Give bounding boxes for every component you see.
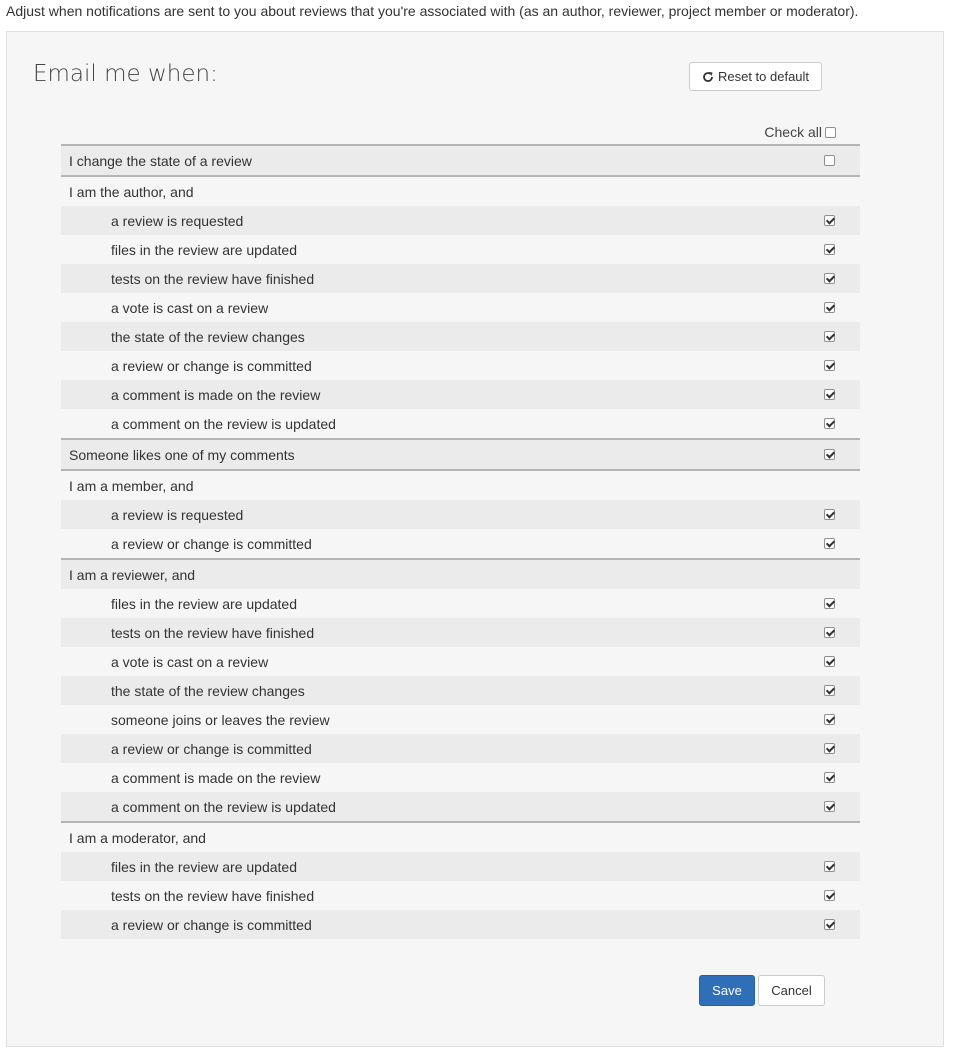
- notification-row: [61, 322, 860, 351]
- notification-label: I change the state of a review: [69, 152, 252, 169]
- notification-row: [61, 881, 860, 910]
- notification-row: [61, 235, 860, 264]
- notification-settings-panel: [6, 31, 944, 1047]
- notification-label: a comment is made on the review: [111, 386, 321, 403]
- group-header-label: I am the author, and: [69, 183, 194, 200]
- notification-checkbox[interactable]: [824, 244, 835, 255]
- notification-label: files in the review are updated: [111, 241, 297, 258]
- notification-label: a review or change is committed: [111, 357, 312, 374]
- group-header-label: I am a reviewer, and: [69, 566, 196, 583]
- notification-checkbox[interactable]: [824, 598, 835, 609]
- notification-checkbox[interactable]: [824, 273, 835, 284]
- notification-label: a comment on the review is updated: [111, 415, 336, 432]
- notification-checkbox[interactable]: [824, 215, 835, 226]
- group-header-row: [61, 823, 860, 852]
- group-header-label: I am a member, and: [69, 477, 194, 494]
- notification-label: a comment on the review is updated: [111, 798, 336, 815]
- notification-checkbox[interactable]: [824, 714, 835, 725]
- notification-row: [61, 589, 860, 618]
- notification-checkbox[interactable]: [824, 302, 835, 313]
- notification-row: [61, 380, 860, 409]
- check-all-label: Check all: [764, 124, 822, 140]
- notification-row: [61, 705, 860, 734]
- notification-label: files in the review are updated: [111, 595, 297, 612]
- notification-row: [61, 500, 860, 529]
- notification-label: a review is requested: [111, 212, 244, 229]
- notification-label: tests on the review have finished: [111, 270, 315, 287]
- notification-label: someone joins or leaves the review: [111, 711, 330, 728]
- notification-row: [61, 351, 860, 380]
- notification-rows: [61, 146, 860, 939]
- group-header-row: [61, 471, 860, 500]
- intro-text: Adjust when notifications are sent to you about reviews that you're associated with (as an author, reviewer, project member or moderator).: [6, 3, 859, 19]
- notification-row: [61, 792, 860, 823]
- notification-row: [61, 734, 860, 763]
- notification-checkbox[interactable]: [824, 627, 835, 638]
- notification-row: [61, 438, 860, 471]
- save-button[interactable]: Save: [699, 975, 755, 1006]
- notification-label: tests on the review have finished: [111, 624, 315, 641]
- notification-label: a review or change is committed: [111, 740, 312, 757]
- notification-row: [61, 910, 860, 939]
- notification-row: [61, 146, 860, 177]
- notification-label: the state of the review changes: [111, 328, 305, 345]
- cancel-button[interactable]: Cancel: [758, 975, 825, 1006]
- reset-label: Reset to default: [717, 69, 810, 84]
- notification-checkbox[interactable]: [824, 772, 835, 783]
- notification-checkbox[interactable]: [824, 861, 835, 872]
- group-header-label: I am a moderator, and: [69, 829, 206, 846]
- notification-row: [61, 293, 860, 322]
- notification-label: tests on the review have finished: [111, 887, 315, 904]
- notification-label: a review is requested: [111, 506, 244, 523]
- notification-label: files in the review are updated: [111, 858, 297, 875]
- group-header-row: [61, 177, 860, 206]
- notification-row: [61, 206, 860, 235]
- notification-label: a vote is cast on a review: [111, 299, 269, 316]
- notification-row: [61, 529, 860, 560]
- notification-checkbox[interactable]: [824, 449, 835, 460]
- notification-label: a comment is made on the review: [111, 769, 321, 786]
- notification-checkbox[interactable]: [824, 331, 835, 342]
- check-all-checkbox[interactable]: [825, 127, 836, 138]
- notification-row: [61, 264, 860, 293]
- panel-title: Email me when:: [33, 61, 218, 87]
- notification-checkbox[interactable]: [824, 538, 835, 549]
- notification-label: the state of the review changes: [111, 682, 305, 699]
- notification-row: [61, 647, 860, 676]
- notification-checkbox[interactable]: [824, 360, 835, 371]
- notification-checkbox[interactable]: [824, 389, 835, 400]
- notification-checkbox[interactable]: [824, 685, 835, 696]
- notification-label: Someone likes one of my comments: [69, 446, 295, 463]
- notification-table: [61, 120, 860, 939]
- notification-row: [61, 409, 860, 438]
- notification-label: a review or change is committed: [111, 535, 312, 552]
- notification-label: a vote is cast on a review: [111, 653, 269, 670]
- notification-checkbox[interactable]: [824, 418, 835, 429]
- notification-row: [61, 618, 860, 647]
- notification-checkbox[interactable]: [824, 155, 835, 166]
- notification-checkbox[interactable]: [824, 743, 835, 754]
- reset-to-default-button[interactable]: [689, 62, 822, 91]
- notification-row: [61, 763, 860, 792]
- notification-checkbox[interactable]: [824, 801, 835, 812]
- notification-label: a review or change is committed: [111, 916, 312, 933]
- check-all-row: [61, 120, 860, 146]
- notification-row: [61, 676, 860, 705]
- notification-checkbox[interactable]: [824, 509, 835, 520]
- notification-checkbox[interactable]: [824, 919, 835, 930]
- notification-checkbox[interactable]: [824, 656, 835, 667]
- group-header-row: [61, 560, 860, 589]
- refresh-icon: [702, 71, 714, 83]
- notification-row: [61, 852, 860, 881]
- notification-checkbox[interactable]: [824, 890, 835, 901]
